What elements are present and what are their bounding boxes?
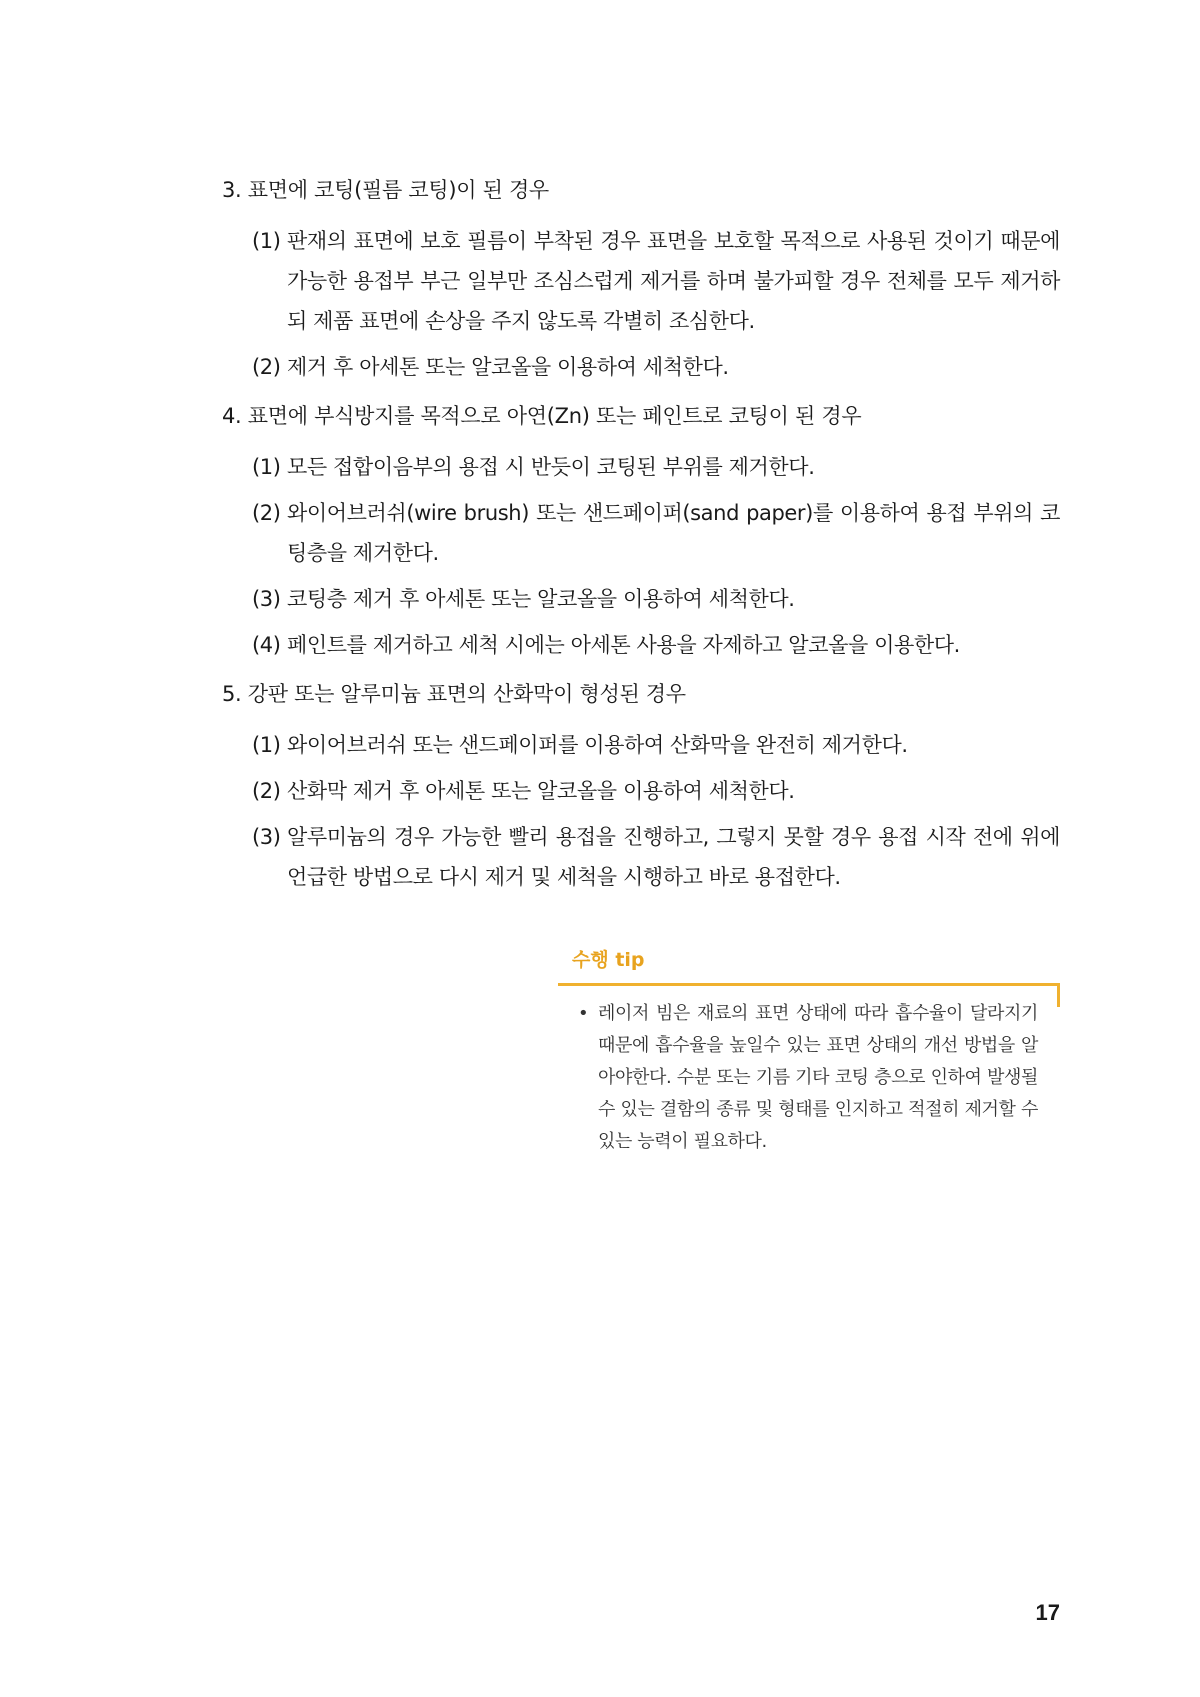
list-item [222,447,1060,487]
item-text: 와이어브러쉬(wire brush) 또는 샌드페이퍼(sand paper)를 이용하여 용접 부위의 코팅층을 제거한다. [287,501,1060,565]
item-number: (3) [252,825,281,849]
item-text: 판재의 표면에 보호 필름이 부착된 경우 표면을 보호할 목적으로 사용된 것이기 때문에 가능한 용접부 부근 일부만 조심스럽게 제거를 하며 불가피할 경우 전체를 모두 제거하되 제품 표면에 손상을 주지 않도록 각별히 조심한다. [287,229,1060,333]
item-number: (4) [252,633,281,657]
item-number: (2) [252,501,281,525]
section-title: 5. 강판 또는 알루미늄 표면의 산화막이 형성된 경우 [222,682,686,706]
item-number: (1) [252,733,281,757]
item-text: 모든 접합이음부의 용접 시 반듯이 코팅된 부위를 제거한다. [287,455,815,479]
page-number: 17 [1035,1600,1060,1625]
document-body [222,175,1060,911]
section-title: 3. 표면에 코팅(필름 코팅)이 된 경우 [222,178,549,202]
item-text: 코팅층 제거 후 아세톤 또는 알코올을 이용하여 세척한다. [287,587,795,611]
tip-box [558,945,1060,1158]
list-item [222,625,1060,665]
list-item [222,725,1060,765]
item-text: 산화막 제거 후 아세톤 또는 알코올을 이용하여 세척한다. [287,779,795,803]
section-5 [222,679,1060,897]
item-number: (3) [252,587,281,611]
tip-text: 레이저 빔은 재료의 표면 상태에 따라 흡수율이 달라지기 때문에 흡수율을 높일수 있는 표면 상태의 개선 방법을 알아야한다. 수분 또는 기름 기타 코팅 층으로 인하여 발생될 수 있는 결함의 종류 및 형태를 인지하고 적절히 제거할 수 있는 능력이 필요하다. [598,1003,1038,1152]
item-text: 와이어브러쉬 또는 샌드페이퍼를 이용하여 산화막을 완전히 제거한다. [287,733,908,757]
item-number: (2) [252,355,281,379]
item-text: 페인트를 제거하고 세척 시에는 아세톤 사용을 자제하고 알코올을 이용한다. [287,633,960,657]
item-number: (1) [252,455,281,479]
list-item [222,221,1060,341]
list-item [222,817,1060,897]
list-item [222,579,1060,619]
tip-title: 수행 tip [572,949,645,971]
item-text: 제거 후 아세톤 또는 알코올을 이용하여 세척한다. [287,355,729,379]
item-number: (2) [252,779,281,803]
section-3 [222,175,1060,387]
list-item [222,771,1060,811]
tip-body [558,998,1060,1158]
tip-divider [558,983,1060,986]
section-4 [222,401,1060,665]
bullet-icon: • [578,1003,589,1024]
list-item [222,347,1060,387]
list-item [222,493,1060,573]
item-text: 알루미늄의 경우 가능한 빨리 용접을 진행하고, 그렇지 못할 경우 용접 시작 전에 위에 언급한 방법으로 다시 제거 및 세척을 시행하고 바로 용접한다. [287,825,1060,889]
section-title: 4. 표면에 부식방지를 목적으로 아연(Zn) 또는 페인트로 코팅이 된 경우 [222,404,862,428]
item-number: (1) [252,229,281,253]
